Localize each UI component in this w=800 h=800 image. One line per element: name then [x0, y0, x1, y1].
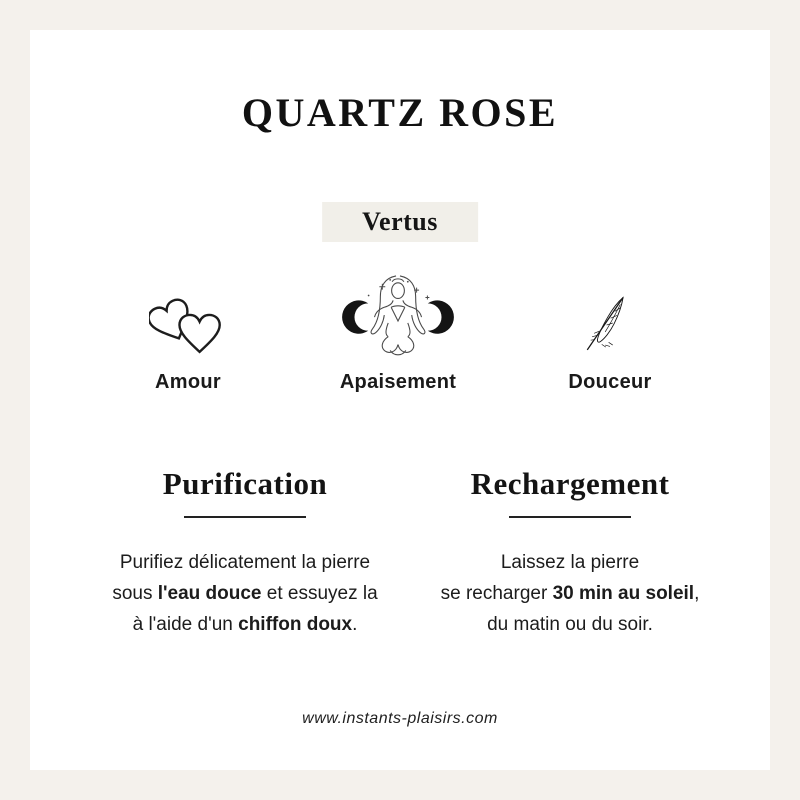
rechargement-text: Laissez la pierre se recharger 30 min au soleil, du matin ou du soir.	[440, 552, 700, 635]
meditation-icon-box	[298, 272, 498, 370]
virtue-label-douceur: Douceur	[568, 371, 652, 393]
rechargement-title: Rechargement	[470, 466, 670, 501]
virtue-apaisement	[298, 272, 498, 394]
virtue-label-apaisement: Apaisement	[339, 371, 457, 393]
meditation-moons-icon	[339, 272, 457, 370]
hearts-icon	[149, 294, 227, 362]
purification-title: Purification	[162, 466, 328, 501]
virtue-douceur	[510, 272, 710, 394]
website-url: www.instants-plaisirs.com	[302, 710, 498, 727]
hearts-icon-box	[88, 272, 288, 370]
section-purification	[90, 465, 400, 640]
page-title: QUARTZ ROSE	[241, 90, 559, 135]
purification-divider	[184, 516, 306, 518]
virtue-amour	[88, 272, 288, 394]
purification-text: Purifiez délicatement la pierre sous l'eau douce et essuyez la à l'aide d'un chiffon doux.	[112, 552, 378, 635]
section-rechargement	[415, 465, 725, 640]
feather-icon	[579, 284, 641, 362]
virtue-label-amour: Amour	[155, 371, 221, 393]
poster-card	[30, 30, 770, 770]
vertus-badge: Vertus	[322, 202, 478, 242]
rechargement-divider	[509, 516, 631, 518]
feather-icon-box	[510, 272, 710, 370]
